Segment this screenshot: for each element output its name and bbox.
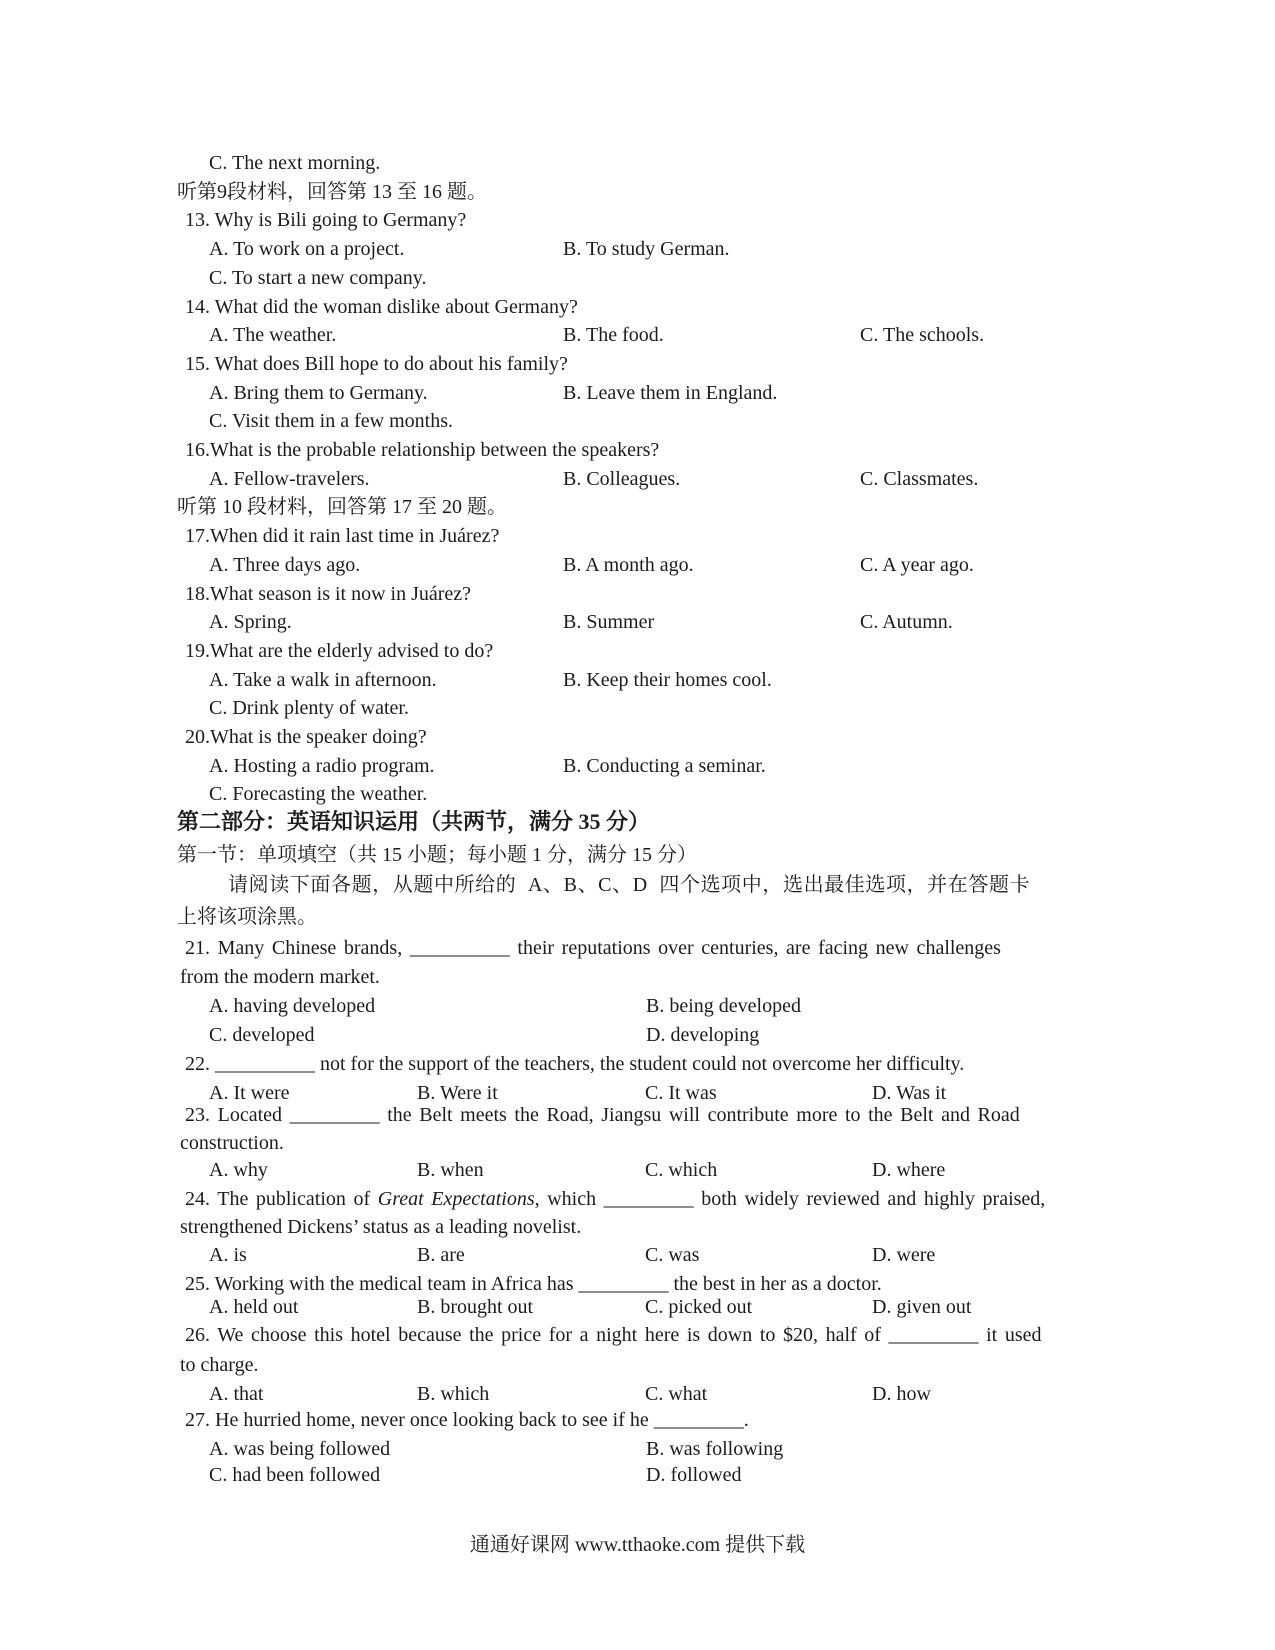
- option-cell: B. Leave them in England.: [563, 382, 778, 404]
- option-cell: C. Autumn.: [860, 611, 953, 633]
- line-segment: 23. Located _________ the Belt meets the Road, Jiangsu will contribute more to the Belt and Road: [185, 1104, 1020, 1126]
- option-cell: D. how: [872, 1383, 931, 1405]
- option-row: [0, 465, 1275, 493]
- option-cell: D. where: [872, 1159, 946, 1181]
- line-text: strengthened Dickens’ status as a leading novelist.: [180, 1216, 582, 1238]
- option-cell: C. A year ago.: [860, 554, 974, 576]
- option-row: [0, 551, 1275, 579]
- option-cell: D. followed: [646, 1464, 742, 1486]
- option-cell: A. To work on a project.: [209, 238, 405, 260]
- question-line: [0, 1321, 1275, 1349]
- line-text: 25. Working with the medical team in Africa has _________ the best in her as a doctor.: [185, 1273, 882, 1295]
- option-cell: C. The schools.: [860, 324, 985, 346]
- line-text: [185, 1321, 1042, 1349]
- option-cell: C. It was: [645, 1082, 717, 1104]
- option-cell: D. developing: [646, 1024, 760, 1046]
- question-continuation-line: [0, 1213, 1275, 1241]
- option-cell: A. It were: [209, 1082, 290, 1104]
- question-continuation-line: [0, 1351, 1275, 1379]
- option-cell: A. why: [209, 1159, 268, 1181]
- option-cell: B. which: [417, 1383, 490, 1405]
- option-cell: B. Keep their homes cool.: [563, 669, 772, 691]
- page-footer: [0, 1531, 1275, 1559]
- option-cell: C. picked out: [645, 1296, 753, 1318]
- line-segment: 24. The publication of: [185, 1188, 378, 1210]
- option-cell: A. Three days ago.: [209, 554, 361, 576]
- option-row: [0, 264, 1275, 292]
- option-cell: A. Spring.: [209, 611, 292, 633]
- option-cell: C. which: [645, 1159, 718, 1181]
- option-row: [0, 1293, 1275, 1321]
- line-text: [185, 934, 1001, 962]
- line-text: 16.What is the probable relationship between the speakers?: [185, 439, 660, 461]
- cn-instruction-line: [0, 493, 1275, 521]
- option-row: [0, 407, 1275, 435]
- cn-instruction-line: [0, 871, 1275, 899]
- option-cell: A. having developed: [209, 995, 376, 1017]
- option-cell: D. were: [872, 1244, 936, 1266]
- option-row: [0, 666, 1275, 694]
- line-text: to charge.: [180, 1354, 259, 1376]
- footer-text: 通通好课网 www.tthaoke.com 提供下载: [469, 1534, 806, 1556]
- option-row: [0, 149, 1275, 177]
- line-text: 第二部分：英语知识运用（共两节，满分 35 分）: [177, 809, 651, 834]
- question-line: [0, 1050, 1275, 1078]
- option-row: [0, 1380, 1275, 1408]
- question-line: [0, 637, 1275, 665]
- option-cell: C. had been followed: [209, 1464, 381, 1486]
- option-cell: A. The weather.: [209, 324, 337, 346]
- question-line: [0, 1101, 1275, 1129]
- option-cell: A. Fellow-travelers.: [209, 468, 370, 490]
- line-text: C. Drink plenty of water.: [209, 697, 409, 719]
- option-cell: A. held out: [209, 1296, 299, 1318]
- question-continuation-line: [0, 1129, 1275, 1157]
- line-text: 13. Why is Bili going to Germany?: [185, 209, 467, 231]
- question-line: [0, 934, 1275, 962]
- option-row: [0, 992, 1275, 1020]
- option-row: [0, 608, 1275, 636]
- option-cell: B. Colleagues.: [563, 468, 681, 490]
- option-cell: B. Were it: [417, 1082, 498, 1104]
- line-text: 听第 10 段材料，回答第 17 至 20 题。: [177, 496, 507, 518]
- option-cell: B. are: [417, 1244, 465, 1266]
- line-text: [228, 871, 1030, 899]
- line-text: C. The next morning.: [209, 152, 381, 174]
- option-row: [0, 1021, 1275, 1049]
- line-text: 27. He hurried home, never once looking back to see if he _________.: [185, 1409, 749, 1431]
- option-cell: A. that: [209, 1383, 264, 1405]
- option-cell: B. brought out: [417, 1296, 534, 1318]
- section-subheading: [0, 841, 1275, 869]
- option-row: [0, 694, 1275, 722]
- line-text: 18.What season is it now in Juárez?: [185, 583, 472, 605]
- option-row: [0, 379, 1275, 407]
- option-cell: A. Take a walk in afternoon.: [209, 669, 437, 691]
- option-cell: B. being developed: [646, 995, 801, 1017]
- question-line: [0, 436, 1275, 464]
- line-text: 上将该项涂黑。: [177, 906, 317, 928]
- section-heading: [0, 808, 1275, 836]
- option-cell: B. Summer: [563, 611, 655, 633]
- line-segment: 21. Many Chinese brands, __________ their reputations over centuries, are facing new challenges: [185, 937, 1001, 959]
- question-line: [0, 206, 1275, 234]
- option-row: [0, 780, 1275, 808]
- option-row: [0, 1461, 1275, 1489]
- option-row: [0, 752, 1275, 780]
- line-text: C. Forecasting the weather.: [209, 783, 428, 805]
- question-line: [0, 580, 1275, 608]
- line-text: 15. What does Bill hope to do about his family?: [185, 353, 568, 375]
- option-cell: C. developed: [209, 1024, 315, 1046]
- option-cell: B. A month ago.: [563, 554, 694, 576]
- option-cell: A. Hosting a radio program.: [209, 755, 435, 777]
- option-row: [0, 1435, 1275, 1463]
- line-text: C. Visit them in a few months.: [209, 410, 453, 432]
- question-continuation-line: [0, 963, 1275, 991]
- question-line: [0, 1406, 1275, 1434]
- cn-instruction-line: [0, 903, 1275, 931]
- option-cell: C. what: [645, 1383, 708, 1405]
- line-segment: , which _________ both widely reviewed and highly praised,: [534, 1188, 1046, 1210]
- line-text: from the modern market.: [180, 966, 380, 988]
- option-cell: A. was being followed: [209, 1438, 391, 1460]
- option-cell: A. is: [209, 1244, 247, 1266]
- option-cell: B. Conducting a seminar.: [563, 755, 766, 777]
- line-text: 22. __________ not for the support of the teachers, the student could not overcome her difficulty.: [185, 1053, 965, 1075]
- line-segment: 26. We choose this hotel because the price for a night here is down to $20, half of _________ it used: [185, 1324, 1042, 1346]
- option-cell: A. Bring them to Germany.: [209, 382, 428, 404]
- cn-instruction-line: [0, 178, 1275, 206]
- line-text: 第一节：单项填空（共 15 小题；每小题 1 分，满分 15 分）: [177, 844, 697, 866]
- option-cell: B. was following: [646, 1438, 784, 1460]
- option-cell: D. Was it: [872, 1082, 947, 1104]
- line-text: [185, 1101, 1020, 1129]
- option-cell: B. To study German.: [563, 238, 730, 260]
- line-text: 20.What is the speaker doing?: [185, 726, 427, 748]
- option-cell: D. given out: [872, 1296, 972, 1318]
- option-cell: B. The food.: [563, 324, 664, 346]
- line-text: C. To start a new company.: [209, 267, 427, 289]
- question-line: [0, 522, 1275, 550]
- option-row: [0, 321, 1275, 349]
- question-line: [0, 723, 1275, 751]
- line-text: 19.What are the elderly advised to do?: [185, 640, 494, 662]
- question-line: [0, 1185, 1275, 1213]
- line-text: 听第9段材料，回答第 13 至 16 题。: [177, 181, 487, 203]
- option-row: [0, 1156, 1275, 1184]
- option-cell: C. Classmates.: [860, 468, 979, 490]
- option-row: [0, 235, 1275, 263]
- option-cell: C. was: [645, 1244, 700, 1266]
- book-title-italic: Great Expectations: [377, 1188, 535, 1210]
- line-text: [185, 1185, 1045, 1213]
- question-line: [0, 293, 1275, 321]
- line-text: construction.: [180, 1132, 284, 1154]
- line-text: 14. What did the woman dislike about Germany?: [185, 296, 578, 318]
- option-row: [0, 1241, 1275, 1269]
- line-text: 17.When did it rain last time in Juárez?: [185, 525, 500, 547]
- option-cell: B. when: [417, 1159, 484, 1181]
- line-segment: 请阅读下面各题，从题中所给的 A、B、C、D 四个选项中，选出最佳选项，并在答题卡: [228, 874, 1031, 896]
- question-line: [0, 350, 1275, 378]
